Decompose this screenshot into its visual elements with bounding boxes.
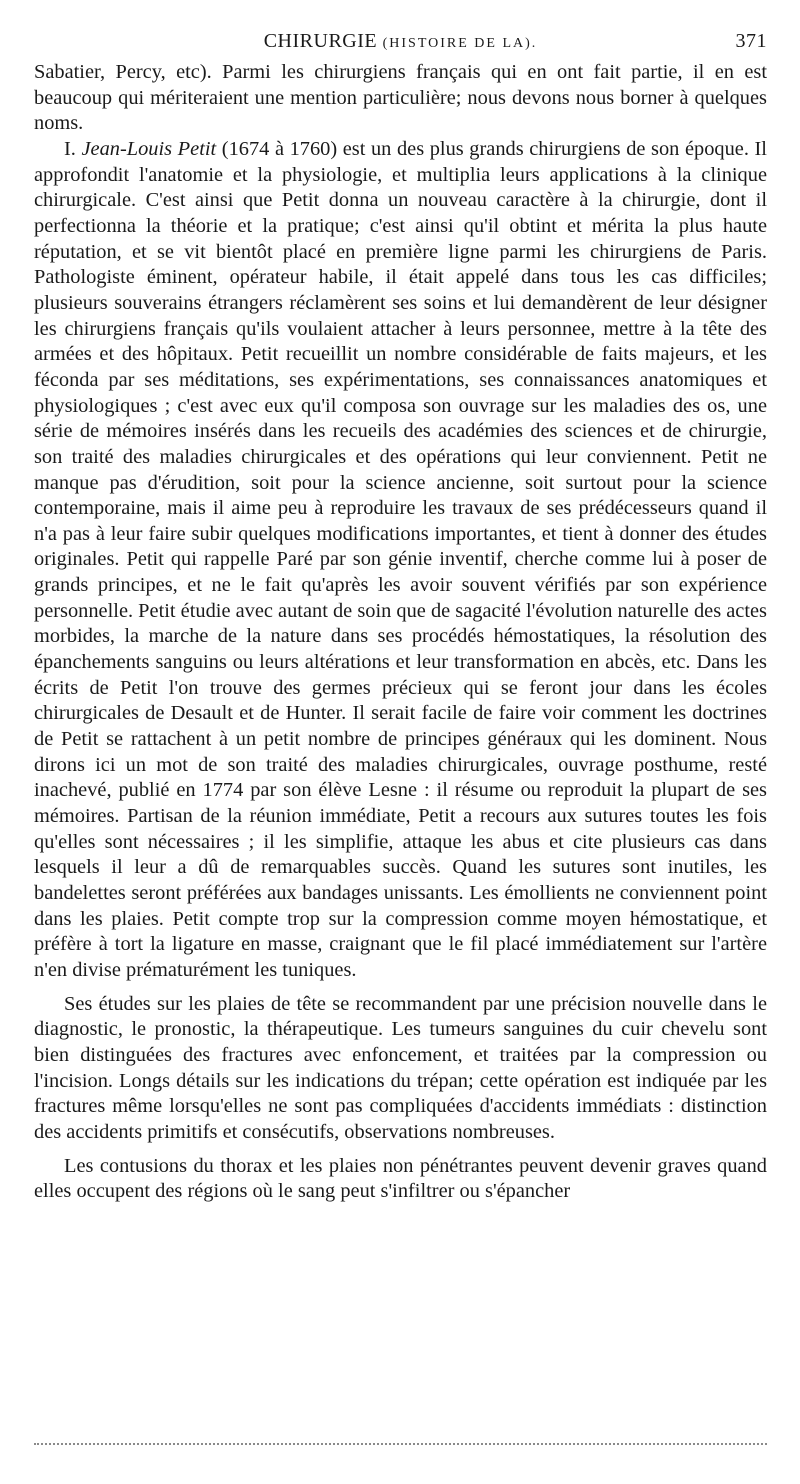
paragraph-contusions-thorax: Les contusions du thorax et les plaies non pénétrantes peuvent devenir graves quand elles occupent des régions où le sang peut s'infiltrer ou s'épancher (34, 1154, 767, 1203)
section-numeral: I. (64, 137, 76, 160)
running-title-subtitle: (HISTOIRE DE LA). (382, 36, 538, 51)
section-name: Jean-Louis Petit (81, 137, 217, 160)
page-number: 371 (735, 30, 767, 52)
paragraph-continuation: Sabatier, Percy, etc). Parmi les chirurgiens français qui en ont fait partie, il en est beaucoup qui mériteraient une mention particulière; nous devons nous borner à quelques noms. (34, 61, 767, 135)
running-header (34, 30, 767, 60)
running-title (34, 30, 767, 53)
paragraph-petit-text: (1674 à 1760) est un des plus grands chirurgiens de son époque. Il approfondit l'anatomie et la physiologie, et multiplia leurs applications à la clinique chirurgicale. C'est ainsi que Petit donna un nouveau caractère à la chirurgie, dont il perfectionna la théorie et la pratique; c'est ainsi qu'il obtint et mérita la plus haute réputation, et se vit bientôt placé en première ligne parmi les chirurgiens de Paris. Pathologiste éminent, opérateur habile, il était appelé dans tous les cas difficiles; plusieurs souverains étrangers réclamèrent ses soins et lui demandèrent de leur désigner les chirurgiens français qu'ils voulaient attacher à leurs personnee, mettre à la tête des armées et des hôpitaux. Petit recueillit un nombre considérable de faits majeurs, et les féconda par ses méditations, ses expérimentations, ses connaissances anatomiques et physiologiques ; c'est avec eux qu'il composa son ouvrage sur les maladies des os, une série de mémoires insérés dans les recueils des académies des sciences et de chirurgie, son traité des maladies chirurgicales et des opérations qui leur conviennent. Petit ne manque pas d'érudition, soit pour la science ancienne, soit surtout pour la science contemporaine, mais il aime peu à reproduire les travaux de ses prédécesseurs quand il n'a pas à leur faire subir quelques modifications importantes, et tient à donner des études originales. Petit qui rappelle Paré par son génie inventif, cherche comme lui à poser de grands principes, et ne le fait qu'après les avoir souvent vérifiés par son expérience personnelle. Petit étudie avec autant de soin que de sagacité l'évolution naturelle des actes morbides, la marche de la nature dans ses procédés hémostatiques, la résolution des épanchements sanguins ou leurs altérations et leur transformation en abcès, etc. Dans les écrits de Petit l'on trouve des germes précieux qui se feront jour dans les écoles chirurgicales de Desault et de Hunter. Il serait facile de faire voir comment les doctrines de Petit se rattachent à un petit nombre de principes généraux qui les dominent. Nous dirons ici un mot de son traité des maladies chirurgicales, ouvrage posthume, resté inachevé, publié en 1774 par son élève Lesne : il résume ou reproduit la plupart de ses mémoires. Partisan de la réunion immédiate, Petit a recours aux sutures toutes les fois qu'elles sont nécessaires ; il les simplifie, attaque les abus et cite plusieurs cas dans lesquels il leur a dû de remarquables succès. Quand les sutures sont inutiles, les bandelettes seront préférées aux bandages unissants. Les émollients ne conviennent point dans les plaies. Petit compte trop sur la compression comme moyen hémostatique, et préfère à tort la ligature en masse, craignant que le fil placé immédiatement sur l'artère n'en divise prématurément les tuniques. (34, 137, 767, 981)
paragraph-plaies-tete: Ses études sur les plaies de tête se recommandent par une précision nouvelle dans le diagnostic, le pronostic, la thérapeutique. Les tumeurs sanguines du cuir chevelu sont bien distinguées des fractures avec enfoncement, et traitées par la compression ou l'incision. Longs détails sur les indications du trépan; cette opération est indiquée par les fractures même lorsqu'elles ne sont pas compliquées d'accidents immédiats : distinction des accidents primitifs et consécutifs, observations nombreuses. (34, 992, 767, 1143)
footer-dotted-rule (34, 1443, 767, 1445)
running-title-main: CHIRURGIE (263, 30, 378, 52)
body-text (34, 60, 767, 1205)
paragraph-petit (34, 137, 767, 984)
